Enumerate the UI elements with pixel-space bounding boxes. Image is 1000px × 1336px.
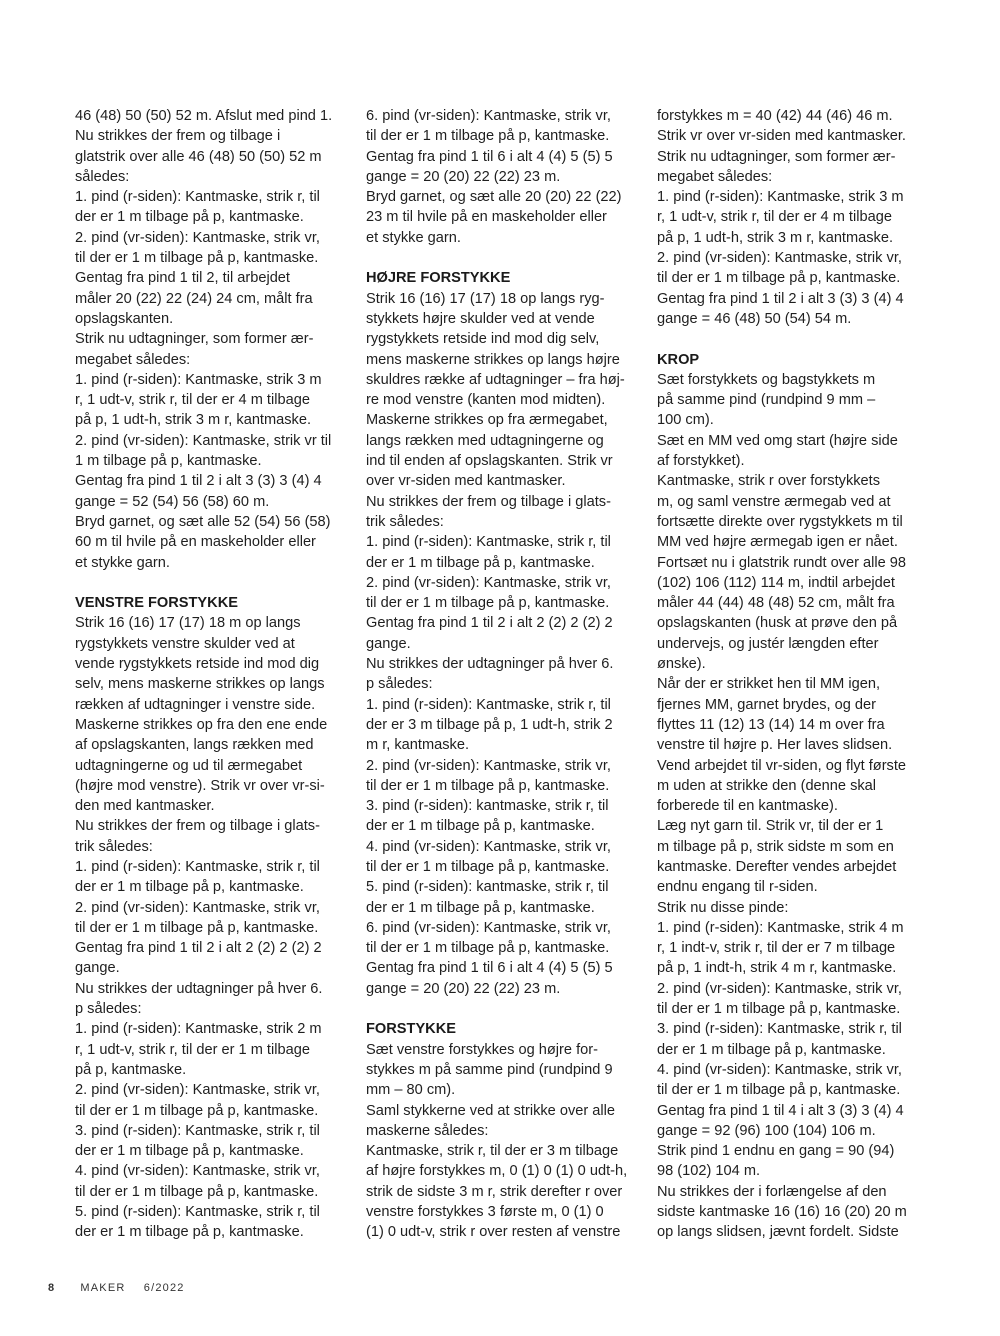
col2-text-a [366, 106, 638, 248]
text-line: m, og saml venstre ærmegab ved at [657, 493, 891, 510]
text-line: r, 1 udt-v, strik r, til der er 1 m tilbage [75, 1041, 310, 1058]
text-line: der er 1 m tilbage på p, kantmaske. [75, 1224, 304, 1241]
text-line: gange = 92 (96) 100 (104) 106 m. [657, 1122, 876, 1139]
text-line: Når der er strikket hen til MM igen, [657, 676, 881, 693]
text-line: 4. pind (vr-siden): Kantmaske, strik vr, [657, 1061, 902, 1078]
text-line: 2. pind (vr-siden): Kantmaske, strik vr, [657, 980, 902, 997]
text-line: Vend arbejdet til vr-siden, og flyt første [657, 757, 907, 774]
text-line: til der er 1 m tilbage på p, kantmaske. [366, 128, 610, 145]
col1-text-b [75, 613, 347, 1242]
text-line: Bryd garnet, og sæt alle 20 (20) 22 (22) [366, 189, 622, 206]
text-line: Strik nu udtagninger, som former ær- [75, 331, 314, 348]
text-line: der er 1 m tilbage på p, kantmaske. [75, 1143, 304, 1160]
text-line: megabet således: [75, 351, 191, 368]
text-line: Nu strikkes der frem og tilbage i [75, 128, 281, 145]
text-line: på samme pind (rundpind 9 mm – [657, 392, 876, 409]
text-line: således: [75, 168, 130, 185]
text-line: Sæt forstykkets og bagstykkets m [657, 371, 876, 388]
text-line: MM ved højre ærmegab igen er nået. [657, 534, 898, 551]
text-line: til der er 1 m tilbage på p, kantmaske. [75, 1183, 319, 1200]
text-line: til der er 1 m tilbage på p, kantmaske. [75, 1102, 319, 1119]
text-line: mens maskerne strikkes op langs højre [366, 351, 620, 368]
text-line: af højre forstykkes m, 0 (1) 0 (1) 0 udt-h, [366, 1163, 628, 1180]
text-line: af opslagskanten, langs rækken med [75, 737, 314, 754]
text-line: 6. pind (vr-siden): Kantmaske, strik vr, [366, 108, 611, 124]
text-line: 4. pind (vr-siden): Kantmaske, strik vr, [75, 1163, 320, 1180]
text-line: Strik 16 (16) 17 (17) 18 op langs ryg- [366, 290, 605, 307]
text-line: på p, 1 udt-h, strik 3 m r, kantmaske. [75, 412, 312, 429]
text-line: skuldres række af udtagninger – fra høj- [366, 371, 625, 388]
text-line: r, 1 udt-v, strik r, til der er 4 m tilbage [657, 209, 892, 226]
text-line: Gentag fra pind 1 til 2 i alt 2 (2) 2 (2) 2 [75, 940, 322, 957]
text-line: 2. pind (vr-siden): Kantmaske, strik vr, [75, 1082, 320, 1099]
text-line: Maskerne strikkes op fra ærmegabet, [366, 412, 608, 429]
text-line: 3. pind (r-siden): kantmaske, strik r, til [366, 798, 609, 815]
text-line: Gentag fra pind 1 til 6 i alt 4 (4) 5 (5) 5 [366, 960, 613, 977]
section-heading-krop: KROP [657, 351, 700, 368]
text-line: ind til enden af opslagskanten. Strik vr [366, 453, 613, 470]
text-line: 100 cm). [657, 412, 714, 429]
text-line: Strik vr over vr-siden med kantmasker. [657, 128, 906, 145]
page-footer [48, 1282, 185, 1294]
section-heading-venstre-forstykke: VENSTRE FORSTYKKE [75, 595, 238, 612]
page-number: 8 [48, 1282, 55, 1294]
text-line: 2. pind (vr-siden): Kantmaske, strik vr, [366, 757, 611, 774]
text-line: 1. pind (r-siden): Kantmaske, strik 3 m [75, 371, 322, 388]
text-line: der er 1 m tilbage på p, kantmaske. [366, 899, 595, 916]
text-line: til der er 1 m tilbage på p, kantmaske. [657, 1001, 901, 1018]
text-line: Strik nu udtagninger, som former ær- [657, 148, 896, 165]
text-line: 6. pind (vr-siden): Kantmaske, strik vr, [366, 919, 611, 936]
text-line: Læg nyt garn til. Strik vr, til der er 1 [657, 818, 884, 835]
text-line: p således: [366, 676, 433, 693]
text-line: 2. pind (vr-siden): Kantmaske, strik vr, [75, 229, 320, 246]
text-line: re mod venstre (kanten mod midten). [366, 392, 606, 409]
text-line: stykkes m på samme pind (rundpind 9 [366, 1061, 613, 1078]
column-1 [75, 106, 347, 1243]
text-line: fjernes MM, garnet brydes, og der [657, 696, 877, 713]
col3-text-b [657, 370, 932, 1243]
magazine-name: MAKER [80, 1282, 126, 1294]
text-line: gange. [366, 635, 411, 652]
text-line: m tilbage på p, strik sidste m som en [657, 838, 894, 855]
text-line: udtagningerne og ud til ærmegabet [75, 757, 303, 774]
text-line: der er 1 m tilbage på p, kantmaske. [366, 818, 595, 835]
text-line: kantmaske. Derefter vendes arbejdet [657, 858, 897, 875]
text-line: vende rygstykkets retside ind mod dig [75, 656, 320, 673]
text-line: til der er 1 m tilbage på p, kantmaske. [366, 595, 610, 612]
text-line: Gentag fra pind 1 til 6 i alt 4 (4) 5 (5) 5 [366, 148, 613, 165]
text-line: trik således: [366, 513, 444, 530]
section-heading-hoejre-forstykke: HØJRE FORSTYKKE [366, 270, 511, 287]
text-line: Gentag fra pind 1 til 2, til arbejdet [75, 270, 290, 287]
text-line: (102) 106 (112) 114 m, indtil arbejdet [657, 574, 895, 591]
text-line: Strik 16 (16) 17 (17) 18 m op langs [75, 615, 301, 632]
text-line: Strik pind 1 endnu en gang = 90 (94) [657, 1143, 895, 1160]
text-line: ønske). [657, 656, 706, 673]
text-line: 2. pind (vr-siden): Kantmaske, strik vr, [657, 250, 902, 267]
text-line: måler 20 (22) 22 (24) 24 cm, målt fra [75, 290, 313, 307]
text-line: Maskerne strikkes op fra den ene ende [75, 716, 328, 733]
text-line: 5. pind (r-siden): Kantmaske, strik r, til [75, 1204, 320, 1221]
text-line: Kantmaske, strik r over forstykkets [657, 473, 881, 490]
text-line: 1. pind (r-siden): Kantmaske, strik r, til [75, 858, 320, 875]
text-line: måler 44 (44) 48 (48) 52 cm, målt fra [657, 595, 895, 612]
text-line: 23 m til hvile på en maskeholder eller [366, 209, 607, 226]
text-line: 1. pind (r-siden): Kantmaske, strik r, til [366, 534, 611, 551]
text-line: 1. pind (r-siden): Kantmaske, strik 2 m [75, 1021, 322, 1038]
text-line: til der er 1 m tilbage på p, kantmaske. [366, 940, 610, 957]
text-line: (1) 0 udt-v, strik r over resten af venstre [366, 1224, 621, 1241]
text-line: på p, kantmaske. [75, 1061, 187, 1078]
text-line: venstre til højre p. Her laves slidsen. [657, 737, 893, 754]
text-line: den med kantmasker. [75, 798, 215, 815]
text-line: forstykkes m = 40 (42) 44 (46) 46 m. [657, 108, 893, 124]
text-line: r, 1 indt-v, strik r, til der er 7 m tilbage [657, 940, 896, 957]
text-line: til der er 1 m tilbage på p, kantmaske. [366, 777, 610, 794]
text-line: 3. pind (r-siden): Kantmaske, strik r, til [75, 1122, 320, 1139]
text-line: forberede til en kantmaske). [657, 798, 838, 815]
text-line: på p, 1 udt-h, strik 3 m r, kantmaske. [657, 229, 894, 246]
text-line: maskerne således: [366, 1122, 489, 1139]
text-line: rygstykkets venstre skulder ved at [75, 635, 295, 652]
text-line: 5. pind (r-siden): kantmaske, strik r, til [366, 879, 609, 896]
text-line: mm – 80 cm). [366, 1082, 456, 1099]
text-line: opslagskanten. [75, 310, 174, 327]
text-line: op langs slidsen, jævnt fordelt. Sidste [657, 1224, 899, 1241]
text-line: trik således: [75, 838, 153, 855]
text-line: rygstykkets retside ind mod dig selv, [366, 331, 600, 348]
text-line: 4. pind (vr-siden): Kantmaske, strik vr, [366, 838, 611, 855]
text-line: 60 m til hvile på en maskeholder eller [75, 534, 316, 551]
text-line: der er 1 m tilbage på p, kantmaske. [657, 1041, 886, 1058]
text-line: selv, mens maskerne strikkes op langs [75, 676, 325, 693]
text-line: Kantmaske, strik r, til der er 3 m tilbage [366, 1143, 619, 1160]
text-line: strik de sidste 3 m r, strik derefter r over [366, 1183, 623, 1200]
text-line: der er 1 m tilbage på p, kantmaske. [75, 209, 304, 226]
text-line: 1. pind (r-siden): Kantmaske, strik 3 m [657, 189, 904, 206]
text-line: gange. [75, 960, 120, 977]
text-line: venstre forstykkes 3 første m, 0 (1) 0 [366, 1204, 604, 1221]
text-line: der er 1 m tilbage på p, kantmaske. [366, 554, 595, 571]
text-line: over vr-siden med kantmasker. [366, 473, 566, 490]
text-line: 46 (48) 50 (50) 52 m. Afslut med pind 1. [75, 108, 333, 124]
text-line: Gentag fra pind 1 til 2 i alt 3 (3) 3 (4) 4 [657, 290, 904, 307]
text-line: 3. pind (r-siden): Kantmaske, strik r, til [657, 1021, 902, 1038]
text-line: 1 m tilbage på p, kantmaske. [75, 453, 262, 470]
text-line: 98 (102) 104 m. [657, 1163, 761, 1180]
text-line: gange = 52 (54) 56 (58) 60 m. [75, 493, 270, 510]
text-line: flyttes 11 (12) 13 (14) 14 m over fra [657, 716, 885, 733]
section-heading-forstykke: FORSTYKKE [366, 1021, 456, 1038]
text-line: 2. pind (vr-siden): Kantmaske, strik vr, [75, 899, 320, 916]
col2-text-b [366, 289, 638, 999]
text-line: af forstykket). [657, 453, 745, 470]
text-line: Nu strikkes der frem og tilbage i glats- [366, 493, 611, 510]
column-2 [366, 106, 638, 1243]
text-line: 1. pind (r-siden): Kantmaske, strik r, til [366, 696, 611, 713]
text-line: Nu strikkes der udtagninger på hver 6. [75, 980, 323, 997]
text-line: (højre mod venstre). Strik vr over vr-si- [75, 777, 325, 794]
col1-text-a [75, 106, 347, 573]
column-3 [657, 106, 932, 1243]
text-line: til der er 1 m tilbage på p, kantmaske. [657, 1082, 901, 1099]
text-line: Gentag fra pind 1 til 2 i alt 3 (3) 3 (4) 4 [75, 473, 322, 490]
text-line: der er 3 m tilbage på p, 1 udt-h, strik 2 [366, 716, 613, 733]
text-line: på p, 1 indt-h, strik 4 m r, kantmaske. [657, 960, 897, 977]
col3-text-a [657, 106, 932, 329]
text-line: til der er 1 m tilbage på p, kantmaske. [657, 270, 901, 287]
text-line: endnu engang til r-siden. [657, 879, 818, 896]
text-line: til der er 1 m tilbage på p, kantmaske. [75, 250, 319, 267]
text-line: megabet således: [657, 168, 773, 185]
text-line: gange = 20 (20) 22 (22) 23 m. [366, 980, 561, 997]
text-line: Nu strikkes der udtagninger på hver 6. [366, 656, 614, 673]
text-line: rækken af udtagninger i venstre side. [75, 696, 316, 713]
text-line: Gentag fra pind 1 til 2 i alt 2 (2) 2 (2) 2 [366, 615, 613, 632]
text-line: sidste kantmaske 16 (16) 16 (20) 20 m [657, 1204, 907, 1221]
text-line: Bryd garnet, og sæt alle 52 (54) 56 (58) [75, 513, 331, 530]
text-line: p således: [75, 1001, 142, 1018]
text-line: stykkets højre skulder ved at vende [366, 310, 595, 327]
text-line: opslagskanten (husk at prøve den på [657, 615, 898, 632]
issue-number: 6/2022 [143, 1282, 185, 1294]
text-line: 1. pind (r-siden): Kantmaske, strik 4 m [657, 919, 904, 936]
text-line: m uden at strikke den (denne skal [657, 777, 877, 794]
text-line: Nu strikkes der i forlængelse af den [657, 1183, 887, 1200]
text-line: gange = 20 (20) 22 (22) 23 m. [366, 168, 561, 185]
text-line: gange = 46 (48) 50 (54) 54 m. [657, 310, 852, 327]
text-line: 2. pind (vr-siden): Kantmaske, strik vr, [366, 574, 611, 591]
text-line: Saml stykkerne ved at strikke over alle [366, 1102, 615, 1119]
text-line: Nu strikkes der frem og tilbage i glats- [75, 818, 320, 835]
text-line: til der er 1 m tilbage på p, kantmaske. [75, 919, 319, 936]
text-line: et stykke garn. [75, 554, 170, 571]
text-line: Gentag fra pind 1 til 4 i alt 3 (3) 3 (4) 4 [657, 1102, 904, 1119]
col2-text-c [366, 1040, 638, 1243]
text-line: r, 1 udt-v, strik r, til der er 4 m tilbage [75, 392, 310, 409]
text-line: til der er 1 m tilbage på p, kantmaske. [366, 858, 610, 875]
text-line: der er 1 m tilbage på p, kantmaske. [75, 879, 304, 896]
text-line: 2. pind (vr-siden): Kantmaske, strik vr til [75, 432, 332, 449]
text-line: fortsætte direkte over rygstykkets m til [657, 513, 903, 530]
text-line: Strik nu disse pinde: [657, 899, 789, 916]
text-line: Sæt en MM ved omg start (højre side [657, 432, 898, 449]
text-line: et stykke garn. [366, 229, 461, 246]
text-line: Fortsæt nu i glatstrik rundt over alle 98 [657, 554, 907, 571]
text-line: 1. pind (r-siden): Kantmaske, strik r, til [75, 189, 320, 206]
text-line: Sæt venstre forstykkes og højre for- [366, 1041, 598, 1058]
text-line: glatstrik over alle 46 (48) 50 (50) 52 m [75, 148, 322, 165]
text-line: undervejs, og justér længden efter [657, 635, 879, 652]
text-line: langs rækken med udtagningerne og [366, 432, 604, 449]
text-line: m r, kantmaske. [366, 737, 469, 754]
